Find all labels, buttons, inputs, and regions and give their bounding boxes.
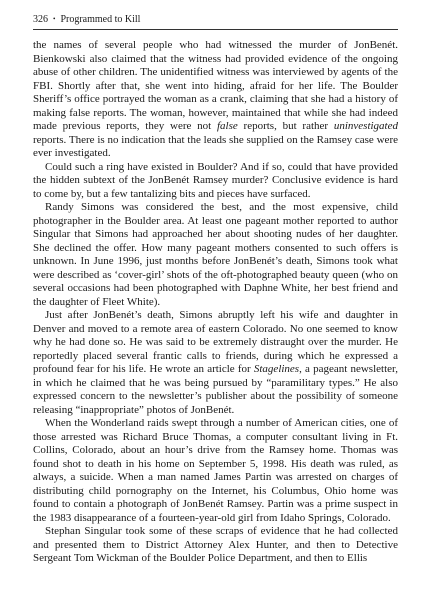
publication-title: Stagelines <box>253 363 300 375</box>
running-header <box>33 14 398 30</box>
emphasis: uninvestigated <box>333 120 398 132</box>
paragraph: Randy Simons was considered the best, and the most expensive, child photographer in the Boulder area. At least one pageant mother reported to author Singular that Simons had approached her about shooting nudes of her daughter. She declined the offer. How many pageant mothers consented to such offers is unknown. In June 1996, just months before JonBenét’s death, Simons took what were described as ‘cover-girl’ shots of the oft-photographed beauty queen (who on several occasions had been photographed with Daphne White, her best friend and the daughter of Fleet White). <box>33 201 398 308</box>
paragraph: the names of several people who had witnessed the murder of JonBenét. Bienkowski also claimed that the witness had provided evidence of the ongoing abuse of other children. The unidentified witness was interviewed by agents of the FBI. Shortly after that, she went into hiding, afraid for her life. The Boulder Sheriff’s office portrayed the woman as a crank, claiming that she had a history of making false reports. The woman, however, maintained that while she had indeed made previous reports, they were not false reports, but rather uninvestigated reports. There is no indication that the leads she supplied on the Ramsey case were ever investigated. <box>33 39 398 159</box>
header-separator: • <box>53 15 56 23</box>
paragraph: Could such a ring have existed in Boulder? And if so, could that have provided the hidden subtext of the JonBenét Ramsey murder? Conclusive evidence is hard to come by, but a few tantalizing bits and pieces have surfaced. <box>33 160 398 200</box>
paragraph: Just after JonBenét’s death, Simons abruptly left his wife and daughter in Denver and moved to a remote area of eastern Colorado. No one seemed to know why he had done so. He was said to be extremely distraught over the murder. He reportedly placed several frantic calls to friends, during which he expressed a profound fear for his life. He wrote an article for Stagelines, a pageant newsletter, in which he claimed that he was being pursued by “paramilitary types.” He also expressed concern to the newsletter’s publisher about the possibility of someone releasing “inappropriate” photos of JonBenét. <box>33 309 398 416</box>
paragraph: Stephan Singular took some of these scraps of evidence that he had collected and presented them to District Attorney Alex Hunter, and then to Detective Sergeant Tom Wickman of the Boulder Police Department, and then to Ellis <box>33 525 398 564</box>
paragraph: When the Wonderland raids swept through a number of American cities, one of those arrested was Richard Bruce Thomas, a computer consultant living in Ft. Collins, Colorado, about an hour’s drive from the Ramsey home. Thomas was found shot to death in his home on September 5, 1998. His death was ruled, as always, a suicide. When a man named James Partin was arrested on charges of distributing child pornography on the Internet, his Columbus, Ohio home was found to contain a photograph of JonBenét Ramsey. Partin was a prime suspect in the 1983 disappearance of a fourteen-year-old girl from Idaho Springs, Colorado. <box>33 417 398 524</box>
running-title: Programmed to Kill <box>60 14 141 25</box>
body-text <box>33 39 398 566</box>
emphasis: false <box>216 120 238 132</box>
page-number: 326 <box>33 14 48 25</box>
